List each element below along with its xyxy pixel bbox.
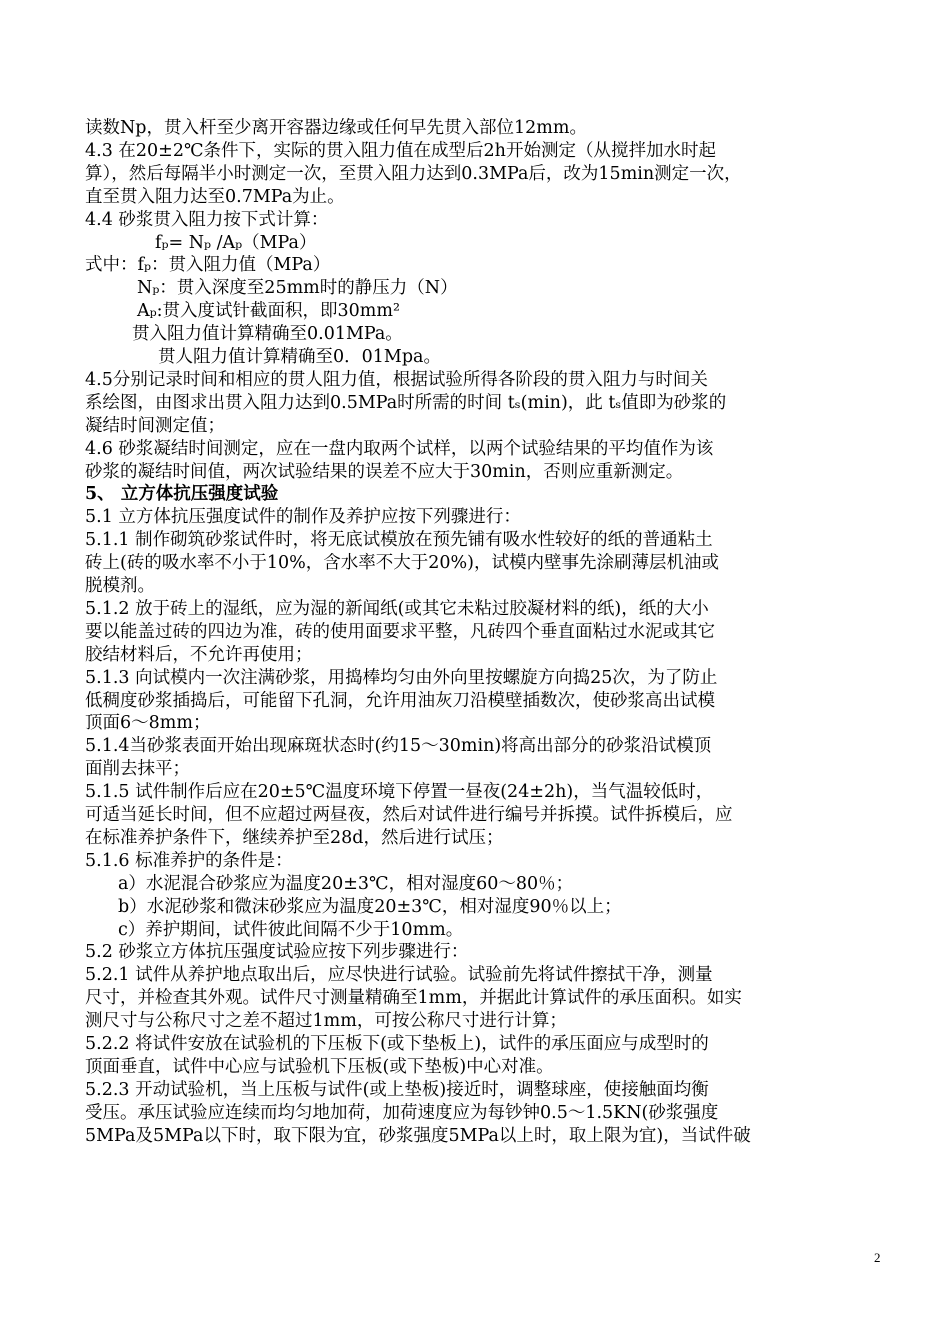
text-line: 5MPa及5MPa以下时，取下限为宜，砂浆强度5MPa以上时，取上限为宜)，当试件破 <box>85 1125 751 1146</box>
text-line: 直至贯入阻力达至0.7MPa为止。 <box>85 186 345 207</box>
text-line: 5.1.6 标准养护的条件是： <box>85 850 293 871</box>
text-line: 砂浆的凝结时间值，两次试验结果的误差不应大于30min，否则应重新测定。 <box>85 461 684 482</box>
text-line: 贯人阻力值计算精确至0．01Mpa。 <box>158 347 441 367</box>
text-line: 在标准养护条件下，继续养护至28d，然后进行试压； <box>85 827 504 848</box>
text-line: 顶面6～8mm； <box>85 713 211 734</box>
text-line: 4.5分别记录时间和相应的贯人阻力值，根据试验所得各阶段的贯入阻力与时间关 <box>85 369 708 390</box>
text-line: 5.1.4当砂浆表面开始出现麻斑状态时(约15～30min)将高出部分的砂浆沿试模顶 <box>85 736 712 757</box>
text-line: Nₚ：贯入深度至25mm时的静压力（N） <box>137 278 458 299</box>
text-line: 面削去抹平； <box>85 759 190 780</box>
text-line: b）水泥砂浆和微沫砂浆应为温度20±3℃，相对湿度90％以上； <box>118 896 622 917</box>
text-line: 5.1.3 向试模内一次注满砂浆，用捣棒均匀由外向里按螺旋方向捣25次，为了防止 <box>85 667 718 688</box>
text-line: 4.3 在20±2℃条件下，实际的贯入阻力值在成型后2h开始测定（从搅拌加水时起 <box>85 140 716 161</box>
text-line: a）水泥混合砂浆应为温度20±3℃，相对湿度60～80％； <box>118 873 574 894</box>
text-line: 5、 立方体抗压强度试验 <box>85 484 279 505</box>
text-line: fₚ= Nₚ /Aₚ（MPa） <box>155 232 317 253</box>
text-line: 5.1 立方体抗压强度试件的制作及养护应按下列骤进行： <box>85 507 521 528</box>
text-line: 顶面垂直，试件中心应与试验机下压板(或下垫板)中心对准。 <box>85 1056 554 1077</box>
text-line: 胶结材料后，不允许再使用； <box>85 644 313 665</box>
text-line: 测尺寸与公称尺寸之差不超过1mm，可按公称尺寸进行计算； <box>85 1011 567 1032</box>
text-line: 脱模剂。 <box>85 576 155 596</box>
text-line: 系绘图，由图求出贯入阻力达到0.5MPa时所需的时间 tₛ(min)，此 tₛ值即为砂浆的 <box>85 392 727 413</box>
text-line: 式中：fₚ：贯入阻力值（MPa） <box>85 255 331 276</box>
text-line: 砖上(砖的吸水率不小于10%，含水率不大于20%)，试模内壁事先涂刷薄层机油或 <box>85 553 719 574</box>
text-line: 5.2.3 开动试验机，当上压板与试件(或上垫板)接近时，调整球座，使接触面均衡 <box>85 1079 709 1100</box>
text-line: 可适当延长时间，但不应超过两昼夜，然后对试件进行编号并拆摸。试件拆模后，应 <box>85 805 733 825</box>
text-line: 读数Np，贯入杆至少离开容器边缘或任何早先贯入部位12mm。 <box>85 118 587 138</box>
text-line: 要以能盖过砖的四边为准，砖的使用面要求平整，凡砖四个垂直面粘过水泥或其它 <box>85 621 715 642</box>
text-line: 5.2 砂浆立方体抗压强度试验应按下列步骤进行： <box>85 942 469 963</box>
text-line: Aₚ:贯入度试针截面积，即30mm² <box>137 301 401 322</box>
text-line: 尺寸，并检查其外观。试件尺寸测量精确至1mm，并据此计算试件的承压面积。如实 <box>85 988 742 1009</box>
text-line: 4.4 砂浆贯入阻力按下式计算： <box>85 209 329 230</box>
text-line: 4.6 砂浆凝结时间测定，应在一盘内取两个试样，以两个试验结果的平均值作为该 <box>85 438 714 459</box>
page-number: 2 <box>874 1250 881 1265</box>
text-line: 5.2.2 将试件安放在试验机的下压板下(或下垫板上)，试件的承压面应与成型时的 <box>85 1034 709 1054</box>
text-line: 受压。承压试验应连续而均匀地加荷，加荷速度应为每钞钟0.5～1.5KN(砂浆强度 <box>85 1102 719 1123</box>
text-line: 低稠度砂浆插捣后，可能留下孔洞，允许用油灰刀沿模壁插数次，使砂浆高出试模 <box>85 690 715 711</box>
text-line: 算），然后每隔半小时测定一次，至贯入阻力达到0.3MPa后，改为15min测定一次， <box>85 163 742 184</box>
text-line: 贯入阻力值计算精确至0.01MPa。 <box>132 324 403 345</box>
text-line: 5.1.5 试件制作后应在20±5℃温度环境下停置一昼夜(24±2h)，当气温较低时， <box>85 782 714 803</box>
text-line: 5.1.1 制作砌筑砂浆试件时，将无底试模放在预先铺有吸水性较好的纸的普通粘土 <box>85 530 713 551</box>
text-line: 凝结时间测定值； <box>85 415 225 436</box>
text-line: c）养护期间，试件彼此间隔不少于10mm。 <box>118 919 464 940</box>
text-line: 5.1.2 放于砖上的湿纸，应为湿的新闻纸(或其它未粘过胶凝材料的纸)，纸的大小 <box>85 598 709 619</box>
text-line: 5.2.1 试件从养护地点取出后，应尽快进行试验。试验前先将试件擦拭干净，测量 <box>85 965 713 986</box>
